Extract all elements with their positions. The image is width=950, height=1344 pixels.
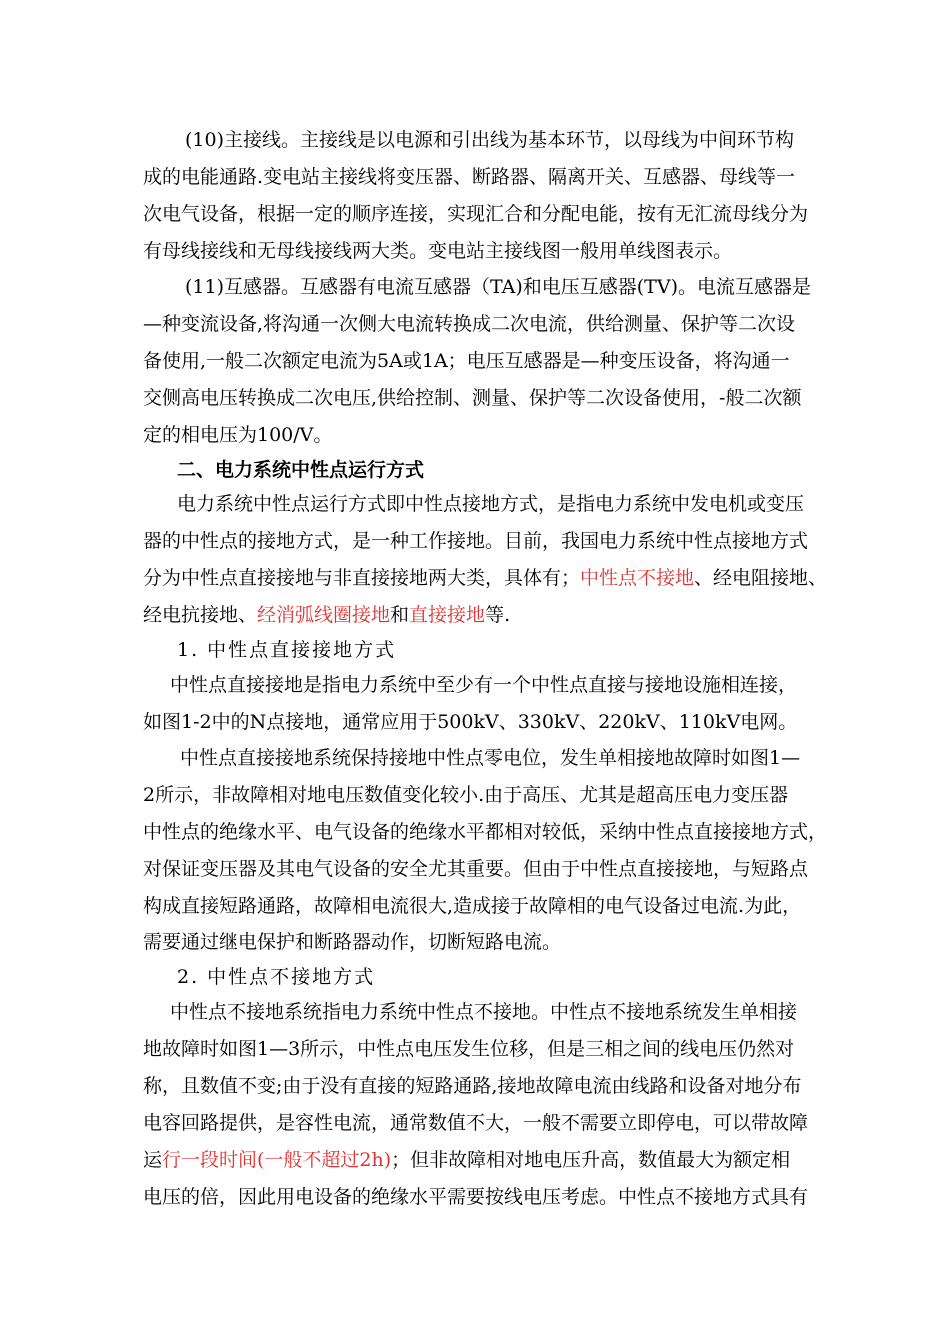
text-line: —种变流设备,将沟通一次侧大电流转换成二次电流，供给测量、保护等二次设 [143,313,796,335]
text-line: (11)互感器。互感器有电流互感器（TA)和电压互感器(TV)。电流互感器是 [185,276,811,298]
text-line: 分为中性点直接接地与非直接接地两大类，具体有；中性点不接地、经电阻接地、 [143,567,828,589]
text-line: 需要通过继电保护和断路器动作，切断短路电流。 [143,931,562,953]
text-line: (10)主接线。主接线是以电源和引出线为基本环节，以母线为中间环节构 [185,129,795,151]
text-line: 经电抗接地、经消弧线圈接地和直接接地等. [143,604,511,626]
text-line: 中性点直接接地系统保持接地中性点零电位，发生单相接地故障时如图1— [180,747,801,769]
text-line: 备使用,一般二次额定电流为5A或1A；电压互感器是—种变压设备，将沟通一 [143,350,790,372]
text-line: 称，且数值不变;由于没有直接的短路通路,接地故障电流由线路和设备对地分布 [143,1075,802,1097]
text-line: 成的电能通路.变电站主接线将变压器、断路器、隔离开关、互感器、母线等一 [143,166,796,188]
text-line: 有母线接线和无母线接线两大类。变电站主接线图一般用单线图表示。 [143,240,733,262]
section-heading: 二、电力系统中性点运行方式 [177,459,425,481]
text-line: 电力系统中性点运行方式即中性点接地方式，是指电力系统中发电机或变压 [177,493,805,515]
text-line: 中性点直接接地是指电力系统中至少有一个中性点直接与接地设施相连接， [170,674,798,696]
text-line: 电压的倍，因此用电设备的绝缘水平需要按线电压考虑。中性点不接地方式具有 [143,1186,809,1208]
text-line: 交侧高电压转换成二次电压,供给控制、测量、保护等二次设备使用，-般二次额 [143,387,802,409]
text-line: 对保证变压器及其电气设备的安全尤其重要。但由于中性点直接接地，与短路点 [143,858,809,880]
text-line: 地故障时如图1—3所示，中性点电压发生位移，但是三相之间的线电压仍然对 [143,1038,795,1060]
highlight-text: 中性点不接地 [580,567,695,589]
text-line: 次电气设备，根据一定的顺序连接，实现汇合和分配电能，按有无汇流母线分为 [143,203,809,225]
highlight-text: 经消弧线圈接地 [257,604,391,626]
text-line: 构成直接短路通路，故障相电流很大,造成接于故障相的电气设备过电流.为此， [143,895,802,917]
text-line: 器的中性点的接地方式，是一种工作接地。目前，我国电力系统中性点接地方式 [143,530,809,552]
subsection-heading: 2. 中性点不接地方式 [177,966,376,988]
text-line: 定的相电压为100/V。 [143,424,333,446]
text-line: 中性点的绝缘水平、电气设备的绝缘水平都相对较低，采纳中性点直接接地方式， [143,821,828,843]
text-line: 如图1-2中的N点接地，通常应用于500kV、330kV、220kV、110kV电网。 [143,711,798,733]
text-line: 运行一段时间(一般不超过2h)；但非故障相对地电压升高，数值最大为额定相 [143,1149,791,1171]
text-line: 2所示，非故障相对地电压数值变化较小.由于高压、尤其是超高压电力变压器 [143,784,789,806]
highlight-text: 行一段时间(一般不超过2h) [162,1149,392,1171]
subsection-heading: 1. 中性点直接接地方式 [177,639,397,661]
text-line: 电容回路提供，是容性电流，通常数值不大，一般不需要立即停电，可以带故障 [143,1112,809,1134]
text-line: 中性点不接地系统指电力系统中性点不接地。中性点不接地系统发生单相接 [170,1001,798,1023]
highlight-text: 直接接地 [409,604,486,626]
